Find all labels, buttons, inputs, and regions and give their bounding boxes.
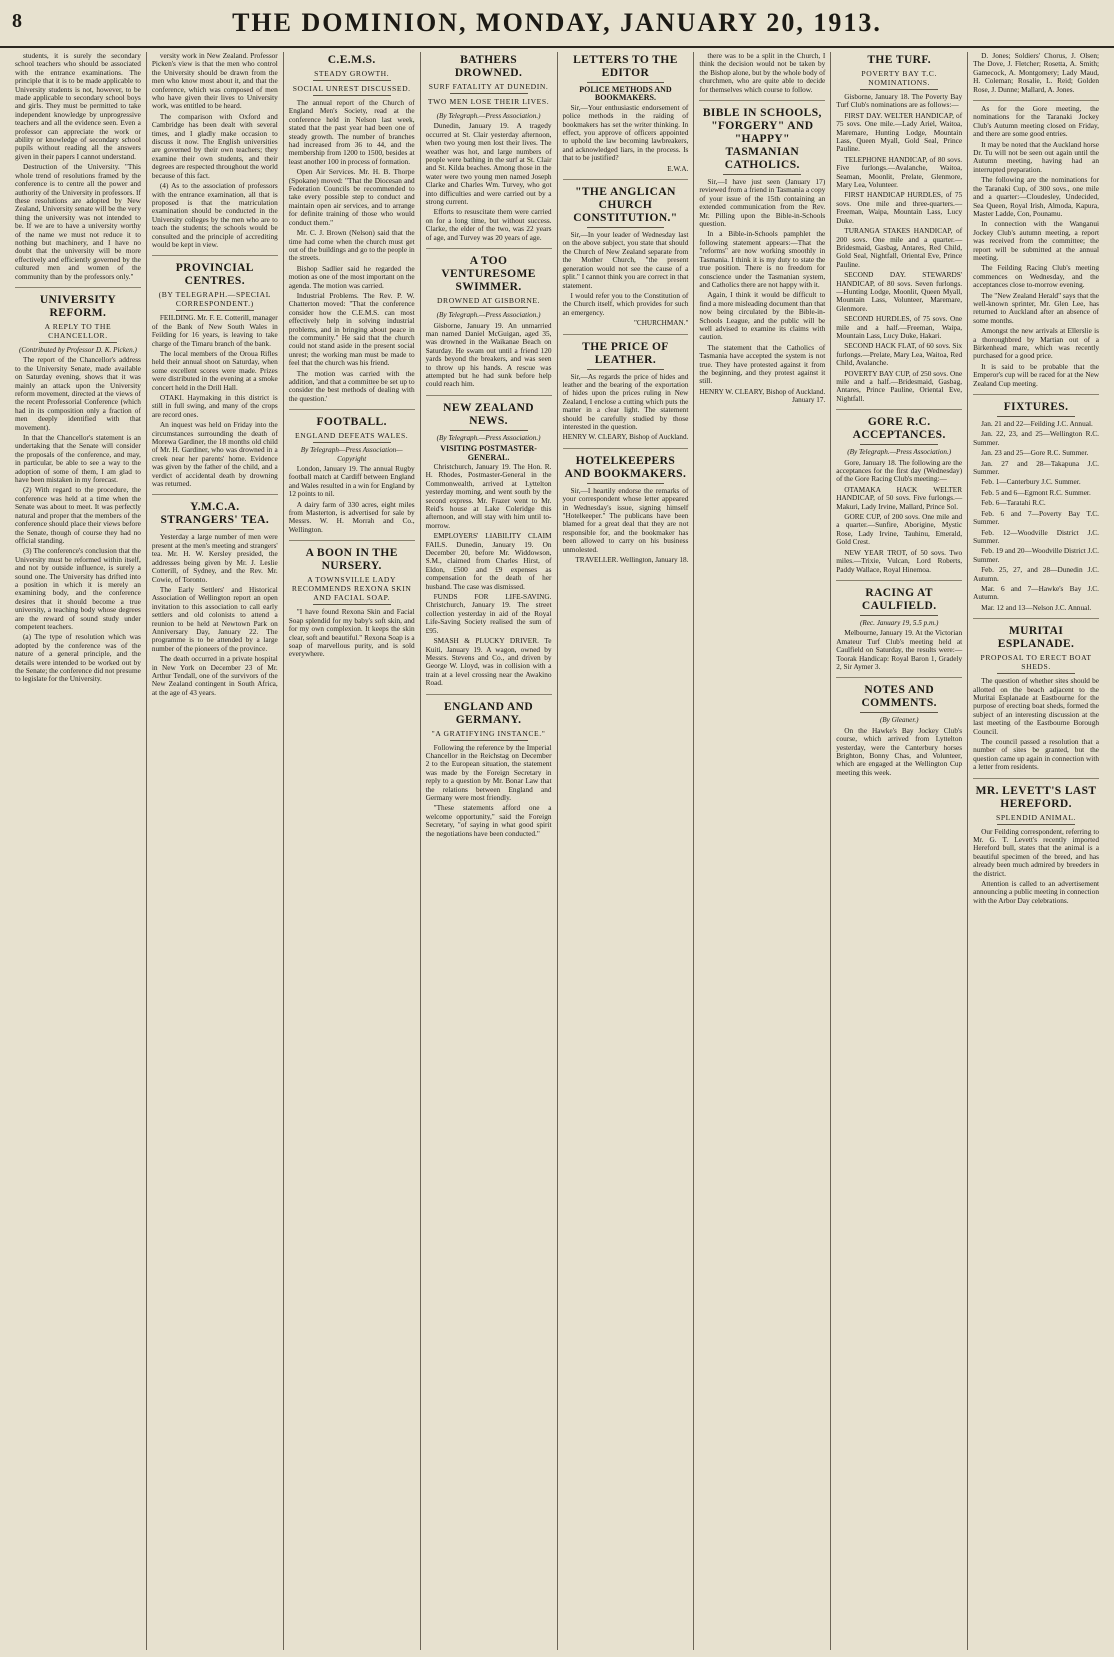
- article: [563, 334, 689, 442]
- divider-rule: [450, 108, 528, 109]
- article-paragraph: The following are the nominations for the Taranaki Cup, of 300 sovs., one mile and a quarter:—Cloudesley, Undecided, Sea Queen, Royal Irish, Almoda, Kapura, Master Ladde, Con, Pounamu.: [973, 175, 1099, 218]
- article-paragraph: The Feilding Racing Club's meeting commences on Wednesday, and the acceptances close to-morrow evening.: [973, 263, 1099, 290]
- article-deck: A TOWNSVILLE LADY RECOMMENDS REXONA SKIN AND FACIAL SOAP.: [291, 575, 412, 603]
- article-byline: (Rec. January 19, 5.5 p.m.): [859, 618, 939, 627]
- article-paragraph: Again, I think it would be difficult to find a more misleading document than that now being circulated by the Bible-in-Schools League, and the public will be well advised to examine its claims with caution.: [699, 290, 826, 342]
- article-paragraph: SECOND HACK FLAT, of 60 sovs. Six furlongs.—Prelate, Mary Lea, Waitoa, Red Child, Avalanche.: [836, 341, 963, 368]
- article-paragraph: (4) As to the association of professors with the entrance examination, all that is proposed is that the matriculation examination should be conducted in the University colleges by the men who are to teach the students; the schools would be consulted and the principle of accrediting would be kept in view.: [151, 181, 278, 249]
- divider-rule: [587, 227, 665, 228]
- article-paragraph: (a) The type of resolution which was adopted by the conference was of the nature of a general principle, and the details were intended to be worked out by the Senate; the conference did not presume to legislate for the University.: [15, 632, 141, 684]
- divider-rule: [997, 824, 1075, 825]
- article-paragraph: D. Jones; Soldiers' Chorus, J. Olsen; The Dove, J. Fletcher; Rosetta, A. Smith; Gamecock, A. Montgomery; Lady Maud, H. Coleman; Rosalie, L. Reid; Golden Rose, J. Dunne; Mallard, A. Jones.: [973, 52, 1099, 94]
- article-body: [152, 533, 278, 697]
- article-byline: (By Telegraph.—Press Association.): [436, 311, 541, 320]
- letter-signature: HENRY W. CLEARY, Bishop of Auckland.: [562, 433, 689, 442]
- article: [563, 54, 689, 173]
- divider-rule: [997, 416, 1075, 417]
- article: [289, 54, 415, 403]
- article-body: [699, 52, 825, 94]
- article-paragraph: SMASH & PLUCKY DRIVER. Te Kuiti, January 19. A wagon, owned by Messrs. Stevens and Co., and driven by George W. Lloyd, was in collision with a train at a level crossing near the Awakino Road.: [425, 636, 552, 688]
- article-paragraph: The "New Zealand Herald" says that the well-known sprinter, Mr. Glen Lee, has returned to Auckland after an absence of some months.: [973, 290, 1099, 325]
- article-deck: POVERTY BAY T.C. NOMINATIONS.: [861, 69, 937, 87]
- article-paragraph: (3) The conference's conclusion that the University must be reformed within itself, and not by outside influence, is surely a sound one. The University has drifted into a position in which it is merely an examining body, and the conference desires that it should become a true university, a teaching body whose degrees are the reward of sound study under competent teachers.: [15, 546, 141, 631]
- article-headline: UNIVERSITY REFORM.: [39, 293, 117, 319]
- article-paragraph: Sir,—As regards the price of hides and leather and the bearing of the exportation of hides upon the prices ruling in New Zealand, I enclose a cutting which puts the matter in a clear light. The statement should be carefully studied by those interested in the question.: [562, 371, 689, 431]
- divider-rule: [860, 615, 938, 616]
- divider-rule: [39, 342, 117, 343]
- article-deck: SURF FATALITY AT DUNEDIN.: [428, 82, 549, 91]
- article-headline: FIXTURES.: [1003, 401, 1069, 414]
- article-paragraph: In that the Chancellor's statement is an undertaking that the Senate will consider the proposals of the conference, and may, in particular, be able to see a way to the adoption of some of them, I am glad to have been mistaken in my forecast.: [15, 433, 141, 485]
- article-headline: BIBLE IN SCHOOLS, "FORGERY" AND "HAPPY" TASMANIAN CATHOLICS.: [702, 107, 822, 172]
- fixture-item: Feb. 19 and 20—Woodville District J.C. Summer.: [973, 546, 1099, 564]
- article-body: [563, 231, 689, 317]
- column-7: [831, 52, 968, 1650]
- article-body: [426, 322, 552, 389]
- column-3: [284, 52, 421, 1650]
- divider-rule: [723, 174, 801, 175]
- article-paragraph: GORE CUP, of 200 sovs. One mile and a quarter.—Sunfire, Aborigine, Mystic Rose, Lady Irvine, Tauhinu, Emerald, Gold Crest.: [836, 512, 963, 547]
- article-headline: MURITAI ESPLANADE.: [997, 625, 1075, 651]
- article-headline: NOTES AND COMMENTS.: [861, 684, 937, 710]
- article-paragraph: SECOND HURDLES, of 75 sovs. One mile and a half.—Freeman, Waipa, Mountain Lass, Lucy Duke, Hakari.: [836, 314, 963, 340]
- fixture-item: Feb. 25, 27, and 28—Dunedin J.C. Autumn.: [973, 565, 1099, 583]
- article-body: [973, 52, 1099, 94]
- article-deck: ENGLAND DEFEATS WALES.: [295, 431, 409, 441]
- article-body: [15, 52, 141, 281]
- article-headline: Y.M.C.A. STRANGERS' TEA.: [160, 501, 270, 527]
- article-paragraph: FIRST HANDICAP HURDLES, of 75 sovs. One mile and three-quarters.—Freeman, Waipa, Mountain Lass, Lucy Duke.: [836, 190, 963, 225]
- newspaper-title: THE DOMINION, MONDAY, JANUARY 20, 1913.: [232, 8, 882, 37]
- article-paragraph: Sir,—I heartily endorse the remarks of your correspondent whose letter appeared in Wednesday's issue, signing himself "Hotelkeeper." The publicans have been blamed for a great deal that they are not responsible for, and the bookmaker has been allowed to carry on his business unmolested.: [562, 485, 689, 554]
- column-6: [694, 52, 831, 1650]
- article-paragraph: The report of the Chancellor's address to the University Senate, made available on Saturday evening, shows that it was mainly an attack upon the University reform movement, directed at the views of the recent Professorial Conference (which had in its composition only a fraction of men deeply identified with that movement).: [15, 355, 141, 432]
- article: [699, 100, 825, 405]
- article-deck: DROWNED AT GISBORNE.: [436, 296, 541, 306]
- column-8: [968, 52, 1104, 1650]
- fixture-item: Jan. 21 and 22—Feilding J.C. Annual.: [981, 419, 1093, 429]
- article: [426, 694, 552, 838]
- fixture-item: Feb. 1—Canterbury J.C. Summer.: [981, 477, 1081, 487]
- article-paragraph: I would refer you to the Constitution of the Church itself, which provides for such an emergency.: [562, 290, 689, 317]
- column-4: [421, 52, 558, 1650]
- divider-rule: [450, 430, 528, 431]
- article-body: [973, 105, 1099, 388]
- article-paragraph: The comparison with Oxford and Cambridge has been dealt with several times, and I gladly make occasion to discuss it now. The English universities are governed by their own teachers; they examine their own students, and their degrees are respected throughout the world because of this fact.: [151, 111, 278, 180]
- divider-rule: [176, 529, 254, 530]
- article-paragraph: An inquest was held on Friday into the circumstances surrounding the death of Morewa Gardiner, the 18 months old child of Mr. H. Gardiner, who was drowned in a creek near her parents' home. Evidence was given by the father of the child, and a verdict of accidental death by drowning was returned.: [151, 420, 278, 489]
- article-paragraph: OTAMAKA HACK WELTER HANDICAP, of 50 sovs. Five furlongs.—Makuri, Lady Irvine, Mallard, Prince Sol.: [836, 484, 963, 511]
- article-deck: A REPLY TO THE CHANCELLOR.: [44, 321, 112, 340]
- article-subhead: VISITING POSTMASTER-GENERAL.: [440, 444, 537, 462]
- article-byline: (By Telegraph.—Press Association.): [436, 433, 541, 442]
- article-paragraph: (2) With regard to the procedure, the conference was held at a time when the Senate was about to meet. It was perfectly natural and proper that the members of the conference should place their views before the Senate, though of course they had no official standing.: [15, 485, 141, 545]
- letter-signature: "CHURCHMAN.": [633, 319, 689, 328]
- article-paragraph: The local members of the Oroua Rifles held their annual shoot on Saturday, when some excellent scores were made. Prizes were distributed in the evening at a smoke concert held in the Drill Hall.: [151, 348, 278, 392]
- article-paragraph: SECOND DAY. STEWARDS' HANDICAP, of 80 sovs. Seven furlongs.—Hunting Lodge, Moonlit, Queen Myall, Mountain Lass, Volunteer, Maremare, Glenmore.: [836, 270, 963, 313]
- article-paragraph: In connection with the Wanganui Jockey Club's autumn meeting, a report was received from the committee; the report will be submitted at the annual meeting.: [973, 219, 1099, 262]
- divider-rule: [587, 483, 665, 484]
- article-headline: "THE ANGLICAN CHURCH CONSTITUTION.": [573, 186, 678, 225]
- article-paragraph: On the Hawke's Bay Jockey Club's course, which arrived from Lyttelton yesterday, were the Canterbury horses Brighton, Bonny Chas, and Volunteer, which are engaged at the Wellington Cup meeting this week.: [836, 725, 963, 777]
- article-headline: RACING AT CAULFIELD.: [861, 586, 937, 612]
- article-body: [426, 463, 552, 688]
- article-paragraph: "These statements afford one a welcome opportunity," said the Foreign Secretary, "of saying in what good spirit the negotiations have been conducted.": [425, 803, 552, 838]
- article: [426, 248, 552, 389]
- article-paragraph: As for the Gore meeting, the nominations for the Taranaki Jockey Club's Autumn meeting closed on Friday, and there are some good entries.: [973, 104, 1099, 139]
- article-body: [152, 52, 278, 249]
- article-paragraph: FEILDING. Mr. F. E. Cotterill, manager of the Bank of New South Wales in Feilding for 16 years, is leaving to take charge of the Timaru branch of the bank.: [151, 313, 278, 348]
- article-body: [836, 629, 962, 671]
- fixture-item: Feb. 12—Woodville District J.C. Summer.: [973, 527, 1099, 545]
- article: [836, 677, 962, 777]
- divider-rule: [313, 442, 391, 443]
- article-body: [973, 828, 1099, 906]
- article-body: [836, 727, 962, 777]
- column-2: [147, 52, 284, 1650]
- article-body: [563, 373, 689, 432]
- article-paragraph: Attention is called to an advertisement announcing a public meeting in connection with the Arbor Day celebrations.: [973, 879, 1099, 905]
- article-paragraph: The statement that the Catholics of Tasmania have accepted the system is not true. They have protested against it from the beginning, and they protest against it still.: [699, 342, 826, 386]
- article-paragraph: FUNDS FOR LIFE-SAVING. Christchurch, January 19. The street collection yesterday in aid of the Royal Life-Saving Society realised the sum of £95.: [425, 592, 552, 635]
- article: [289, 409, 415, 534]
- article-paragraph: there was to be a split in the Church, I think the decision would not be taken by the Bishop alone, but by the whole body of churchmen, who are quite able to decide for themselves which course to follow.: [699, 52, 826, 94]
- article-paragraph: The council passed a resolution that a number of sites be granted, but the question came up again in connection with a letter from residents.: [973, 737, 1099, 772]
- article-paragraph: Gisborne, January 18. The Poverty Bay Turf Club's nominations are as follows:—: [836, 92, 963, 110]
- article-paragraph: Yesterday a large number of men were present at the men's meeting and strangers' tea. Mr. H. W. Kersley presided, the addresses being given by Mr. J. Leslie Cotterill, of Sydney, and the Rev. Mr. Cowie, of Toronto.: [151, 532, 278, 584]
- article-byline: (Contributed by Professor D. K. Picken.): [18, 345, 137, 354]
- article-headline: C.E.M.S.: [327, 54, 376, 66]
- column-5: [558, 52, 695, 1650]
- article-paragraph: It may be noted that the Auckland horse Dr. Tu will not be seen out again until the Autumn meeting, having had an interrupted preparation.: [973, 139, 1099, 174]
- article-subdeck: TWO MEN LOSE THEIR LIVES.: [427, 97, 550, 106]
- fixture-item: Jan. 22, 23, and 25—Wellington R.C. Summer.: [973, 429, 1099, 447]
- article-paragraph: students, it is surely the secondary school teachers who should be associated with the entrance examinations. The principle that it is to be made applicable to University students is not, however, to be made applicable to secondary school boys and girls. They must be permitted to take independent knowledge by unprogressive teachers and all the evidence seen. Even a professor can appreciate the work or ability or knowledge of secondary school pupils without reading all the answers given in their papers I cannot understand.: [15, 52, 141, 161]
- article-paragraph: Open Air Services. Mr. H. B. Thorpe (Spokane) moved: "That the Diocesan and Federation Councils be recommended to take every possible step to conduct and maintain open air services, and to arrange for definite training of those who would conduct them.": [288, 167, 415, 227]
- article-headline: THE TURF.: [867, 54, 932, 66]
- article-paragraph: Gisborne, January 19. An unmarried man named Daniel McGuigan, aged 35, was drowned in the Waikanae Beach on Saturday. He swam out until a friend 120 yards beyond the breakers, and was seen to throw up his hands. A rescue was attempted but he had sunk before help could reach him.: [425, 320, 552, 389]
- article-headline: PROVINCIAL CENTRES.: [175, 262, 254, 288]
- article-byline: (By Telegraph.—Press Association.): [436, 112, 541, 120]
- article-paragraph: Sir,—Your enthusiastic endorsement of police methods in the raiding of bookmakers has set the writer thinking. In effect, you approve of officers appointed to uphold the law becoming lawbreakers, and acknowledged liars, in the process. Is that to be justified?: [562, 102, 689, 163]
- article-body: [289, 465, 415, 534]
- article-paragraph: Mr. C. J. Brown (Nelson) said that the time had come when the church must get out of the buildings and go to the people in the streets.: [288, 228, 415, 263]
- article: [973, 394, 1099, 612]
- article-headline: A TOO VENTURESOME SWIMMER.: [441, 255, 536, 294]
- article-paragraph: "I have found Rexona Skin and Facial Soap splendid for my baby's soft skin, and for my own complexion. It keeps the skin clear, soft and beautiful." Rexona Soap is a soap of marvellous purity, and is sold everywhere.: [288, 607, 415, 659]
- article-byline: (By Gleaner.): [879, 716, 919, 725]
- fixture-item: Feb. 6—Taratahi R.C.: [981, 498, 1046, 508]
- divider-rule: [450, 93, 528, 94]
- article-body: [973, 677, 1099, 771]
- divider-rule: [860, 89, 938, 90]
- article-deck: (BY TELEGRAPH.—SPECIAL CORRESPONDENT.): [158, 290, 271, 309]
- article-paragraph: In a Bible-in-Schools pamphlet the following statement appears:—That the "reforms" are now working smoothly in Tasmania. I think it is my duty to state the true position. There is no freedom for conscience under the Tasmanian system, and Catholics there are not happy with it.: [699, 229, 826, 289]
- article-paragraph: OTAKI. Haymaking in this district is still in full swing, and many of the crops are record ones.: [151, 393, 278, 419]
- article-paragraph: Sir,—I have just seen (January 17) reviewed from a friend in Tasmania a copy of your issue of the 15th containing an extended communication from the Rev. Mr. Pilling upon the Bible-in-Schools question.: [699, 177, 826, 229]
- article-paragraph: Gore, January 18. The following are the acceptances for the first day (Wednesday) of the Gore Racing Club's meeting:—: [836, 457, 963, 484]
- divider-rule: [450, 740, 528, 741]
- article-body: [973, 420, 1099, 612]
- divider-rule: [860, 712, 938, 713]
- article-paragraph: Destruction of the University. "This whole trend of resolutions framed by the conference is to centre all the power and authority of the University in professors. If these resolutions are adopted by New Zealand, University senate will be the very thing the university was not intended to be. If we are to have a university worthy of the name we must not reduce it to nothing but machinery, and I have no doubt that the university will be more effectively and efficiently governed by the cultured men and women of the community than by the professors only.": [15, 162, 141, 281]
- article-body: [699, 178, 825, 386]
- article: [836, 409, 962, 574]
- article-subdeck: SOCIAL UNREST DISCUSSED.: [292, 84, 411, 93]
- article-paragraph: Bishop Sadlier said he regarded the motion as one of the most important on the agenda. The motion was carried.: [288, 263, 415, 290]
- article-headline: LETTERS TO THE EDITOR: [573, 54, 678, 79]
- fixture-item: Mar. 6 and 7—Hawke's Bay J.C. Autumn.: [973, 583, 1099, 602]
- page-number: 8: [12, 10, 22, 32]
- article-paragraph: A dairy farm of 330 acres, eight miles from Masterton, is advertised for sale by Messrs. W. H. Morrah and Co., Wellington.: [288, 499, 415, 534]
- article: [426, 54, 552, 242]
- article-body: [289, 99, 415, 403]
- article-deck: "A GRATIFYING INSTANCE.": [431, 728, 546, 738]
- article-body: [563, 487, 689, 554]
- article-paragraph: EMPLOYERS' LIABILITY CLAIM FAILS. Dunedin, January 19. On December 20, before Mr. Widdowson, S.M., claimed from Charles Hirst, of Eldon, £500 and £9 expenses as compensation for the death of her husband. The case was dismissed.: [425, 531, 552, 591]
- article: [152, 494, 278, 697]
- masthead: [0, 0, 1114, 48]
- article-headline: THE PRICE OF LEATHER.: [582, 340, 669, 366]
- article-paragraph: It is said to be probable that the Emperor's cup will be raced for at the New Zealand Cup meeting.: [973, 361, 1099, 388]
- article-paragraph: The question of whether sites should be allotted on the beach adjacent to the Muritai Esplanade at Eastbourne for the purpose of erecting boat sheds, formed the subject of an interesting discussion at the last meeting of the Eastbourne Borough Council.: [973, 676, 1099, 736]
- letter-signature: HENRY W. CLEARY, Bishop of Auckland. January 17.: [699, 387, 826, 405]
- article-paragraph: The annual report of the Church of England Men's Society, read at the conference held in Nelson last week, stated that the past year had been one of steady growth. The number of branches had increased from 36 to 44, and the membership from 1200 to 1500, besides at least another 100 in process of formation.: [288, 98, 415, 166]
- article-paragraph: Following the reference by the Imperial Chancellor in the Reichstag on December 2 to the European situation, the statement was made by the Foreign Secretary in reply to a question by Mr. Bonar Law that the relations between England and Germany were most friendly.: [425, 742, 552, 802]
- fixture-item: Feb. 6 and 7—Poverty Bay T.C. Summer.: [973, 508, 1099, 527]
- article-headline: MR. LEVETT'S LAST HEREFORD.: [975, 784, 1097, 810]
- article-headline: GORE R.C. ACCEPTANCES.: [852, 416, 946, 442]
- article-deck: STEADY GROWTH.: [314, 69, 390, 78]
- article-paragraph: Christchurch, January 19. The Hon. R. H. Rhodes, Postmaster-General in the Commonwealth, arrived at Lyttelton yesterday morning, and went south by the second express. Mr. Frazer went to Mr. Reid's house at Lake Coleridge this afternoon, and will stay with him until to-morrow.: [425, 461, 552, 530]
- article-headline: BATHERS DROWNED.: [454, 54, 523, 79]
- article: [973, 778, 1099, 906]
- article-byline: (By Telegraph.—Press Association.): [847, 448, 952, 457]
- article-paragraph: The Early Settlers' and Historical Association of Wellington report an open invitation to this association to call early settlers and old colonists to attend a reunion to be held at Newtown Park on Anniversary Day, January 22. The programme is to be attended by a large number of the pioneers of the province.: [151, 584, 278, 653]
- article-headline: FOOTBALL.: [316, 416, 387, 429]
- article-subhead: POLICE METHODS AND BOOKMAKERS.: [579, 85, 672, 103]
- article-headline: A BOON IN THE NURSERY.: [305, 547, 398, 573]
- article-headline: NEW ZEALAND NEWS.: [443, 401, 534, 427]
- divider-rule: [313, 95, 391, 96]
- article-body: [15, 356, 141, 683]
- divider-rule: [997, 673, 1075, 674]
- article-paragraph: Dunedin, January 19. A tragedy occurred at St. Clair yesterday afternoon, when two young men lost their lives. The weather was hot, and large numbers of people were bathing in the surf at St. Clair and St. Kilda beaches. Among those in the water were two young men named Joseph Clarke and Charles Wm. Turvey, who got into difficulties and were carried out by a strong current.: [425, 121, 552, 207]
- article-paragraph: Our Feilding correspondent, referring to Mr. G. T. Levett's recently imported Hereford bull, states that the animal is a beautiful specimen of the breed, and has already been much admired by breeders in the district.: [973, 826, 1099, 878]
- article: [289, 540, 415, 658]
- article-body: [426, 122, 552, 242]
- fixture-item: Jan. 23 and 25—Gore R.C. Summer.: [981, 448, 1089, 458]
- letter-signature: TRAVELLER. Wellington, January 18.: [575, 556, 689, 565]
- article-paragraph: Amongst the new arrivals at Ellerslie is a thoroughbred by Martian out of a Birkenhead mare, which was recently purchased for a good price.: [973, 326, 1099, 361]
- article-body: [152, 314, 278, 488]
- divider-rule: [313, 604, 391, 605]
- fixture-item: Mar. 12 and 13—Nelson J.C. Annual.: [981, 602, 1092, 612]
- columns-container: [10, 52, 1104, 1650]
- article-paragraph: TELEPHONE HANDICAP, of 80 sovs. Five furlongs.—Avalanche, Waitoa, Seaman, Moonlit, Prelate, Glenmore, Mary Lea, Volunteer.: [836, 154, 963, 190]
- fixture-item: Jan. 27 and 28—Takapuna J.C. Summer.: [973, 458, 1099, 477]
- divider-rule: [313, 80, 391, 81]
- article: [152, 255, 278, 488]
- article: [973, 618, 1099, 771]
- article-paragraph: Industrial Problems. The Rev. P. W. Chatterton moved: "That the conference consider how the C.E.M.S. can most effectively help in solving industrial problems, and in bringing about peace in the community." He said that the church could not stand aside in the present social unrest; the working man must be made to feel that the church was his friend.: [288, 290, 415, 368]
- article-paragraph: TURANGA STAKES HANDICAP, of 200 sovs. One mile and a quarter.—Bridesmaid, Gasbag, Antares, Red Child, Gold Seal, Nightfall, Oriental Eve, Prince Pauline.: [836, 226, 963, 269]
- article-paragraph: Efforts to resuscitate them were carried on for a long time, but without success. Clarke, the elder of the two, was 22 years of age, and Turvey was 20 years of age.: [425, 207, 552, 242]
- letter-signature: E.W.A.: [667, 164, 689, 173]
- article: [836, 580, 962, 671]
- article: [563, 179, 689, 327]
- article: [699, 52, 825, 94]
- article-byline: By Telegraph—Press Association—Copyright: [300, 446, 403, 463]
- article-headline: HOTELKEEPERS AND BOOKMAKERS.: [564, 454, 687, 480]
- article: [152, 52, 278, 249]
- divider-rule: [860, 444, 938, 445]
- article-paragraph: POVERTY BAY CUP, of 250 sovs. One mile and a half.—Bridesmaid, Gasbag, Antares, Prince Pauline, Oriental Eve, Nightfall.: [836, 368, 963, 403]
- article-paragraph: Melbourne, January 19. At the Victorian Amateur Turf Club's meeting held at Caulfield on Saturday, the results were:— Toorak Handicap: Royal Baron 1, Gradely 2, Sir Aymer 3.: [836, 628, 963, 671]
- article: [15, 52, 141, 281]
- divider-rule: [587, 82, 665, 83]
- article-paragraph: Sir,—In your leader of Wednesday last on the above subject, you state that should the Church of New Zealand separate from the Mother Church, "the present generation would not see the cause of a split." I cannot think you are correct in that statement.: [562, 230, 689, 290]
- article-paragraph: NEW YEAR TROT, of 50 sovs. Two miles.—Trixie, Vulcan, Lord Roberts, Paddy Wallace, Royal Hinemoa.: [836, 547, 963, 574]
- article-body: [836, 459, 962, 574]
- divider-rule: [450, 307, 528, 308]
- divider-rule: [176, 310, 254, 311]
- fixture-item: Feb. 5 and 6—Egmont R.C. Summer.: [981, 487, 1091, 497]
- article-paragraph: The death occurred in a private hospital in New York on December 23 of Mr. Arthur Tendall, one of the survivors of the New Zealand contingent in South Africa, at the age of 43 years.: [151, 654, 278, 697]
- article-body: [836, 93, 962, 403]
- article-paragraph: London, January 19. The annual Rugby football match at Cardiff between England and Wales resulted in a win for England by 12 points to nil.: [288, 464, 415, 499]
- article: [15, 287, 141, 684]
- article-headline: ENGLAND AND GERMANY.: [444, 700, 534, 726]
- article-paragraph: FIRST DAY. WELTER HANDICAP, of 75 sovs. One mile.—Lady Ariel, Waitoa, Maremare, Hunting Lodge, Mountain Lass, Queen Myall, Gold Seal, Prince Pauline.: [836, 110, 963, 154]
- column-1: [10, 52, 147, 1650]
- article: [426, 395, 552, 688]
- article: [563, 448, 689, 565]
- divider-rule: [587, 369, 665, 370]
- article: [973, 52, 1099, 94]
- article: [973, 100, 1099, 388]
- article: [836, 54, 962, 403]
- article-body: [563, 104, 689, 163]
- article-paragraph: The motion was carried with the addition, 'and that a committee be set up to consider the best methods of dealing with the question.': [288, 368, 415, 403]
- article-body: [289, 608, 415, 658]
- article-paragraph: versity work in New Zealand. Professor Picken's view is that the men who control the University should be drawn from the men who know most about it, and that the conference, which was composed of men who have given their lives to University work, was entitled to be heard.: [151, 52, 278, 111]
- article-deck: SPLENDID ANIMAL.: [996, 812, 1077, 822]
- article-deck: PROPOSAL TO ERECT BOAT SHEDS.: [980, 653, 1092, 672]
- article-body: [426, 744, 552, 838]
